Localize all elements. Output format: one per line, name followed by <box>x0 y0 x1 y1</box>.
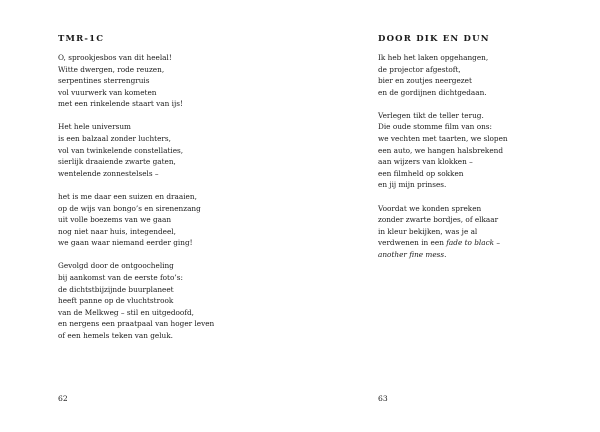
stanza <box>58 260 214 341</box>
stanza <box>58 121 214 179</box>
stanza <box>58 191 214 249</box>
poem-line: aan wijzers van klokken – <box>378 157 473 167</box>
poem-line <box>378 249 508 261</box>
poem-line: een filmheld op sokken <box>378 168 464 178</box>
poem-line: is een balzaal zonder luchters, <box>58 134 171 144</box>
poem-line: Die oude stomme film van ons: <box>378 122 492 132</box>
poem-line: en jij mijn prinses. <box>378 180 447 190</box>
page-number: 62 <box>58 394 68 403</box>
poem-body <box>58 52 214 353</box>
poem-line: zonder zwarte bordjes, of elkaar <box>378 215 499 225</box>
poem-line: van de Melkweg – stil en uitgedoofd, <box>58 307 194 317</box>
poem-line: het is me daar een suizen en draaien, <box>58 191 197 201</box>
poem-line: Gevolgd door de ontgoocheling <box>58 261 174 271</box>
poem-line: bij aankomst van de eerste foto’s: <box>58 273 183 282</box>
poem-line: heeft panne op de vluchtstrook <box>58 296 174 306</box>
poem-line: we gaan waar niemand eerder ging! <box>58 238 193 248</box>
poem-line: op de wijs van bongo’s en sirenenzang <box>58 203 201 213</box>
poem-line: bier en zoutjes neergezet <box>378 76 472 86</box>
poem-line: Het hele universum <box>58 122 131 132</box>
italic-phrase: fade to black – <box>446 238 501 248</box>
poem-title: DOOR DIK EN DUN <box>378 34 490 44</box>
stanza <box>378 203 508 261</box>
poem-line: we vechten met taarten, we slopen <box>378 134 508 144</box>
poem-line: met een rinkelende staart van ijs! <box>58 99 183 109</box>
poem-line: en nergens een praatpaal van hoger leven <box>58 319 215 329</box>
poem-line: nog niet naar huis, integendeel, <box>58 226 176 236</box>
poem-line: sierlijk draaiende zwarte gaten, <box>58 157 176 167</box>
poem-line: O, sprookjesbos van dit heelal! <box>58 53 172 62</box>
poem-line <box>378 237 508 249</box>
poem-line: wentelende zonnestelsels – <box>58 168 159 178</box>
poem-title: TMR-1C <box>58 34 105 44</box>
poem-line: de projector afgestoft, <box>378 64 461 74</box>
poem-line: vol van twinkelende constellaties, <box>58 145 184 155</box>
poem-line: Verlegen tikt de teller terug. <box>378 110 484 120</box>
poem-line: of een hemels teken van geluk. <box>58 330 173 340</box>
poem-line: Witte dwergen, rode reuzen, <box>58 64 165 74</box>
poem-line: Ik heb het laken opgehangen, <box>378 53 489 62</box>
stanza <box>58 52 214 110</box>
right-page <box>300 0 600 432</box>
poem-line: en de gordijnen dichtgedaan. <box>378 87 487 97</box>
italic-phrase: another fine mess. <box>378 249 447 259</box>
stanza <box>378 52 508 98</box>
poem-line: Voordat we konden spreken <box>378 203 482 213</box>
stanza <box>378 110 508 191</box>
poem-line-text: verdwenen in een <box>378 238 447 248</box>
poem-line: uit volle boezems van we gaan <box>58 215 172 225</box>
poem-line: een auto, we hangen halsbrekend <box>378 145 504 155</box>
poem-line: in kleur bekijken, was je al <box>378 226 478 236</box>
poem-line: de dichtstbijzijnde buurplaneet <box>58 284 174 294</box>
poem-line: serpentines sterrengruis <box>58 76 150 86</box>
page-number: 63 <box>378 394 388 403</box>
poem-line: vol vuurwerk van kometen <box>58 87 157 97</box>
poem-body <box>378 52 508 272</box>
